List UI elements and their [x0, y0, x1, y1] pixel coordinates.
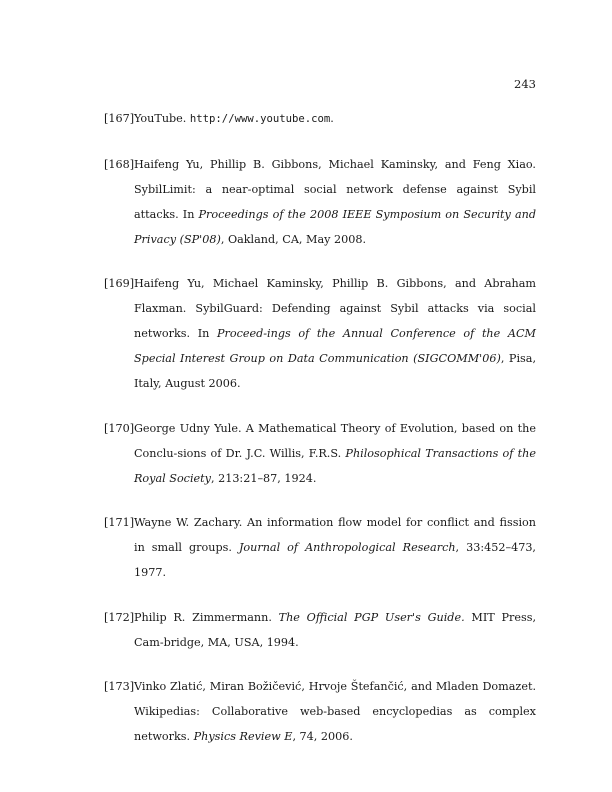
reference-172	[104, 605, 536, 655]
reference-text	[134, 416, 536, 491]
reference-text	[134, 106, 536, 132]
ref-text-segment: Philip R. Zimmermann.	[134, 610, 279, 624]
reference-number: [168]	[104, 157, 135, 171]
ref-text-segment: Vinko Zlatić, Miran Božičević, Hrvoje Štefančić, and Mladen Domazet. Wikipedias: Collaborative web-based encyclopedias as complex networks.	[134, 680, 536, 743]
ref-text-segment: MIT Press, Cam-bridge, MA, USA, 1994.	[134, 610, 537, 649]
reference-list	[104, 106, 536, 749]
reference-168	[104, 152, 536, 252]
ref-text-segment: .	[330, 112, 334, 125]
ref-venue: Journal of Anthropological Research	[238, 541, 456, 554]
ref-text-segment: , Oakland, CA, May 2008.	[220, 232, 367, 246]
reference-167	[104, 106, 536, 132]
reference-number: [170]	[104, 421, 135, 435]
ref-text-segment: , 33:452–473, 1977.	[134, 541, 536, 579]
page-number: 243	[514, 77, 536, 91]
reference-169	[104, 271, 536, 396]
ref-text-segment: , Pisa, Italy, August 2006.	[134, 352, 537, 390]
ref-text-segment: , 213:21–87, 1924.	[210, 471, 317, 485]
reference-170	[104, 416, 536, 491]
ref-text-segment: YouTube.	[134, 112, 190, 125]
reference-text	[134, 271, 536, 396]
ref-venue: The Official PGP User's Guide.	[278, 610, 465, 624]
ref-text-segment: Haifeng Yu, Michael Kaminsky, Phillip B. Gibbons, and Abraham Flaxman. SybilGuard: Defending against Sybil attacks via social networks. In	[134, 277, 536, 340]
reference-number: [167]	[104, 112, 135, 125]
ref-venue: Proceedings of the 2008 IEEE Symposium on Security and Privacy (SP'08)	[134, 207, 536, 246]
reference-text	[134, 152, 536, 252]
ref-text-segment: Haifeng Yu, Phillip B. Gibbons, Michael Kaminsky, and Feng Xiao. SybilLimit: a near-optimal social network defense against Sybil attacks. In	[134, 157, 536, 221]
reference-173	[104, 674, 536, 749]
reference-number: [172]	[104, 610, 135, 624]
reference-number: [173]	[104, 680, 135, 693]
ref-venue: Proceed-ings of the Annual Conference of the ACM Special Interest Group on Data Communication (SIGCOMM'06)	[134, 327, 536, 365]
reference-number: [171]	[104, 516, 135, 529]
ref-text-segment: , 74, 2006.	[292, 730, 353, 743]
ref-text-segment: George Udny Yule. A Mathematical Theory of Evolution, based on the Conclu-sions of Dr. J.C. Willis, F.R.S.	[134, 421, 536, 460]
ref-venue: Physics Review E	[193, 730, 293, 743]
reference-text	[134, 674, 536, 749]
reference-text	[134, 510, 536, 585]
reference-171	[104, 510, 536, 585]
reference-number: [169]	[104, 277, 135, 290]
ref-venue: Philosophical Transactions of the Royal Society	[134, 446, 536, 485]
reference-text	[134, 605, 536, 655]
ref-text-segment: Wayne W. Zachary. An information flow model for conflict and fission in small groups.	[134, 516, 536, 554]
youtube-url-link[interactable]: http://www.youtube.com	[189, 113, 331, 125]
